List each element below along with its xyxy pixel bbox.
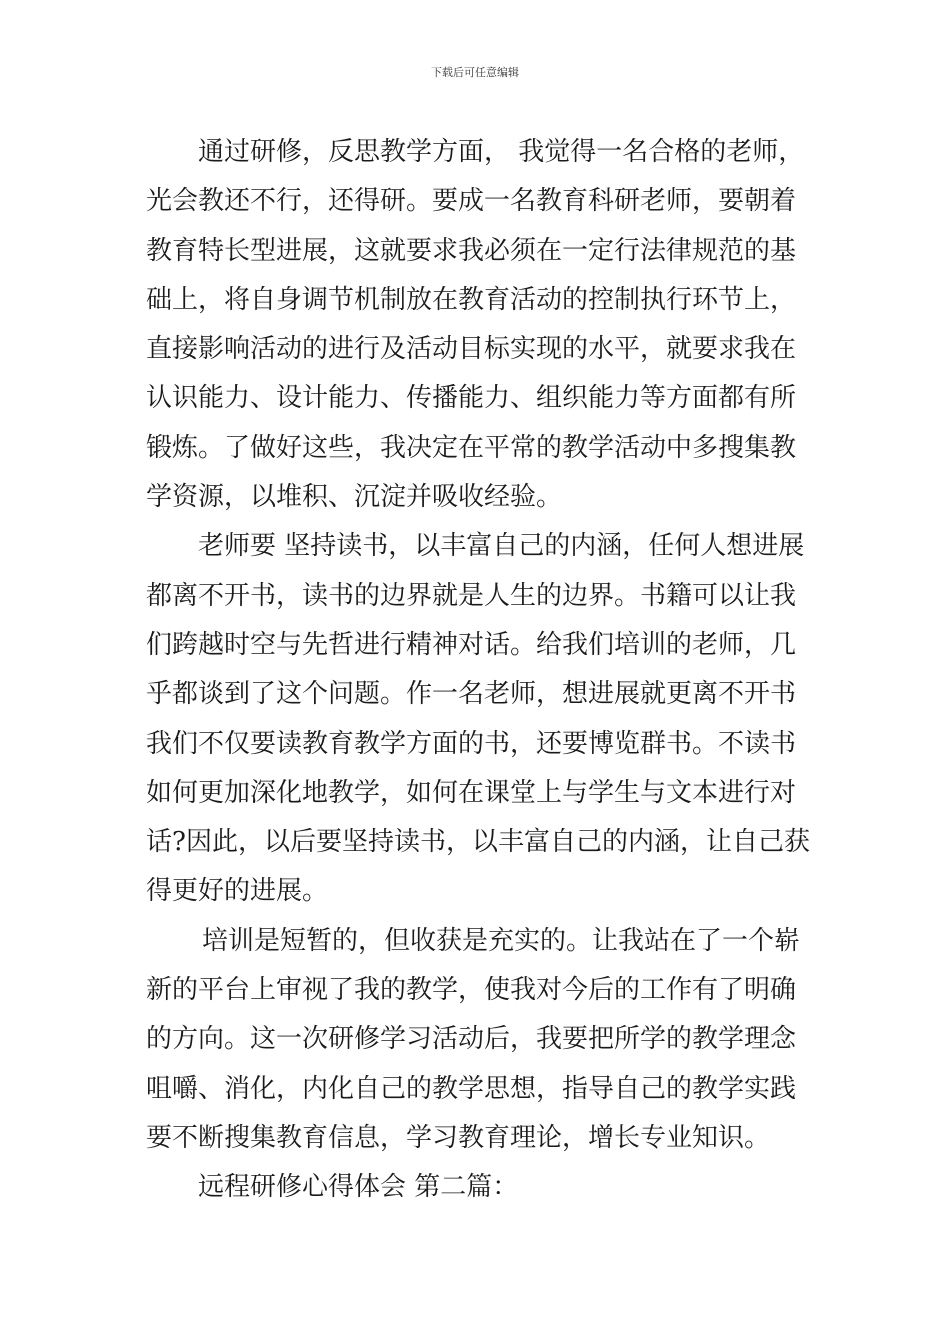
text-line: 要不断搜集教育信息，学习教育理论，增长专业知识。 — [146, 1122, 771, 1153]
text-line: 锻炼。了做好这些，我决定在平常的教学活动中多搜集教 — [146, 432, 797, 463]
text-line: 如何更加深化地教学，如何在课堂上与学生与文本进行对 — [146, 777, 797, 808]
text-line: 的方向。这一次研修学习活动后，我要把所学的教学理念 — [146, 1024, 797, 1055]
text-line: 我们不仅要读教育教学方面的书，还要博览群书。不读书 — [146, 728, 797, 759]
section-heading — [146, 1163, 811, 1212]
document-body — [146, 128, 811, 1213]
text-line: 老师要 坚持读书，以丰富自己的内涵，任何人想进展 — [198, 531, 805, 562]
text-line: 通过研修，反思教学方面， 我觉得一名合格的老师， — [198, 137, 805, 167]
text-line: 培训是短暂的，但收获是充实的。让我站在了一个崭 — [202, 925, 801, 956]
paragraph-2 — [146, 522, 811, 916]
text-line: 乎都谈到了这个问题。作一名老师，想进展就更离不开书 — [146, 679, 797, 710]
text-line: 都离不开书，读书的边界就是人生的边界。书籍可以让我 — [146, 580, 797, 611]
text-line: 光会教还不行，还得研。要成一名教育科研老师，要朝着 — [146, 186, 797, 217]
text-line: 础上，将自身调节机制放在教育活动的控制执行环节上， — [146, 284, 797, 315]
page-header: 下载后可任意编辑 — [431, 66, 519, 79]
text-line: 们跨越时空与先哲进行精神对话。给我们培训的老师，几 — [146, 629, 797, 660]
text-line: 学资源，以堆积、沉淀并吸收经验。 — [146, 482, 563, 513]
text-line: 话?因此，以后要坚持读书，以丰富自己的内涵，让自己获 — [146, 827, 810, 858]
text-line: 直接影响活动的进行及活动目标实现的水平，就要求我在 — [146, 334, 797, 365]
heading-text: 远程研修心得体会 第二篇： — [198, 1172, 519, 1203]
paragraph-3 — [146, 917, 811, 1163]
text-line: 得更好的进展。 — [146, 876, 329, 907]
text-line: 咀嚼、消化，内化自己的教学思想，指导自己的教学实践 — [146, 1073, 797, 1104]
paragraph-1 — [146, 128, 811, 522]
text-line: 新的平台上审视了我的教学，使我对今后的工作有了明确 — [146, 975, 797, 1006]
text-line: 教育特长型进展，这就要求我必须在一定行法律规范的基 — [146, 235, 797, 266]
text-line: 认识能力、设计能力、传播能力、组织能力等方面都有所 — [146, 383, 797, 414]
